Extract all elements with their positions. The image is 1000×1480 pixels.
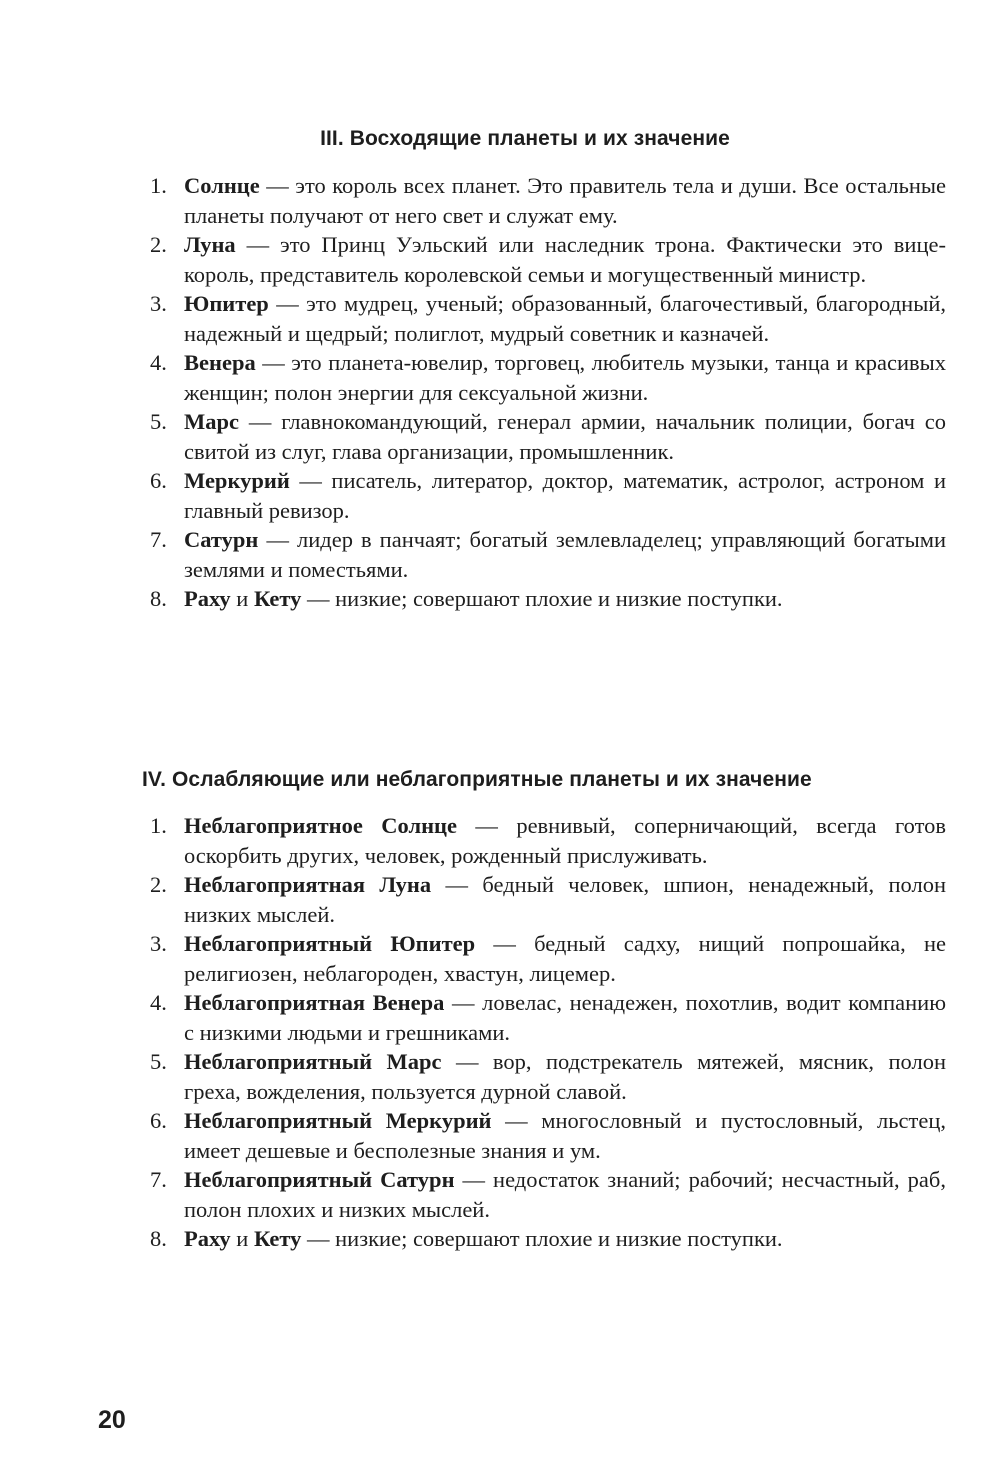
section-3-title: III. Восходящие планеты и их значение: [320, 127, 730, 150]
item-term: Неблагоприятный Сатурн: [184, 1167, 455, 1192]
item-term: Юпитер: [184, 291, 269, 316]
item-number: 7.: [150, 527, 167, 552]
item-number: 8.: [150, 586, 167, 611]
item-term: Неблагоприятный Меркурий: [184, 1108, 492, 1133]
section-4-list: [0, 811, 1000, 1254]
item-text: — это король всех планет. Это правитель тела и души. Все остальные планеты получают от него свет и служат ему.: [184, 173, 946, 228]
list-item: [0, 525, 946, 584]
item-number: 7.: [150, 1167, 167, 1192]
item-text: — вор, подстрекатель мятежей, мясник, полон греха, вожделения, пользуется дурной славой.: [184, 1049, 946, 1104]
item-text: — многословный и пустословный, льстец, имеет дешевые и бесполезные знания и ум.: [184, 1108, 946, 1163]
item-number: 3.: [150, 931, 167, 956]
item-number: 5.: [150, 409, 167, 434]
list-item: [0, 929, 946, 988]
item-term: Луна: [184, 232, 236, 257]
item-text: — бедный садху, нищий попрошайка, не религиозен, неблагороден, хвастун, лицемер.: [184, 931, 947, 986]
list-item: [0, 870, 946, 929]
item-text: — ревнивый, соперничающий, всегда готов оскорбить других, человек, рожденный прислуживать.: [184, 813, 946, 868]
item-term: Неблагоприятная Луна: [184, 872, 432, 897]
item-number: 1.: [150, 173, 167, 198]
item-number: 3.: [150, 291, 167, 316]
item-text: — ловелас, ненадежен, похотлив, водит компанию с низкими людьми и грешниками.: [184, 990, 947, 1045]
item-text: — лидер в панчаят; богатый землевладелец; управляющий богатыми землями и поместьями.: [184, 527, 946, 582]
item-text: — это Принц Уэльский или наследник трона. Фактически это вице-король, представитель королевской семьи и могущественный министр.: [184, 232, 946, 287]
list-item: [0, 230, 946, 289]
item-number: 2.: [150, 232, 167, 257]
item-term-2: Кету: [253, 1226, 302, 1251]
item-text: — главнокомандующий, генерал армии, начальник полиции, богач со свитой из слуг, глава организации, промышленник.: [184, 409, 946, 464]
item-term-2: Кету: [253, 586, 302, 611]
item-term: Неблагоприятная Венера: [184, 990, 445, 1015]
item-connector: и: [230, 586, 254, 611]
item-term: Неблагоприятное Солнце: [184, 813, 457, 838]
item-text: — низкие; совершают плохие и низкие поступки.: [301, 586, 783, 611]
page-number: 20: [98, 1406, 126, 1434]
list-item: [0, 1047, 946, 1106]
section-3-list: [0, 171, 1000, 614]
item-term: Меркурий: [184, 468, 290, 493]
list-item: [0, 466, 946, 525]
list-item: [0, 1165, 946, 1224]
item-term: Сатурн: [184, 527, 259, 552]
section-4-title: IV. Ослабляющие или неблагоприятные планеты и их значение: [142, 768, 812, 791]
list-item: [0, 1106, 946, 1165]
item-term: Неблагоприятный Марс: [184, 1049, 442, 1074]
item-number: 1.: [150, 813, 167, 838]
item-term: Раху: [184, 586, 231, 611]
list-item: [0, 348, 946, 407]
list-item: [0, 988, 946, 1047]
item-number: 4.: [150, 350, 167, 375]
item-text: — писатель, литератор, доктор, математик, астролог, астроном и главный ревизор.: [184, 468, 946, 523]
list-item: [0, 584, 946, 614]
item-term: Раху: [184, 1226, 231, 1251]
list-item: [0, 1224, 946, 1254]
item-term: Марс: [184, 409, 239, 434]
item-number: 2.: [150, 872, 167, 897]
item-number: 8.: [150, 1226, 167, 1251]
list-item: [0, 811, 946, 870]
item-number: 6.: [150, 1108, 167, 1133]
item-text: — это планета-ювелир, торговец, любитель музыки, танца и красивых женщин; полон энергии для сексуальной жизни.: [184, 350, 946, 405]
item-connector: и: [230, 1226, 254, 1251]
item-number: 6.: [150, 468, 167, 493]
list-item: [0, 289, 946, 348]
item-text: — недостаток знаний; рабочий; несчастный, раб, полон плохих и низких мыслей.: [184, 1167, 946, 1222]
item-term: Солнце: [184, 173, 260, 198]
item-text: — бедный человек, шпион, ненадежный, полон низких мыслей.: [184, 872, 947, 927]
list-item: [0, 171, 946, 230]
item-number: 4.: [150, 990, 167, 1015]
item-term: Венера: [184, 350, 256, 375]
list-item: [0, 407, 946, 466]
item-text: — это мудрец, ученый; образованный, благочестивый, благородный, надежный и щедрый; полиглот, мудрый советник и казначей.: [184, 291, 946, 346]
item-text: — низкие; совершают плохие и низкие поступки.: [301, 1226, 783, 1251]
item-term: Неблагоприятный Юпитер: [184, 931, 476, 956]
item-number: 5.: [150, 1049, 167, 1074]
